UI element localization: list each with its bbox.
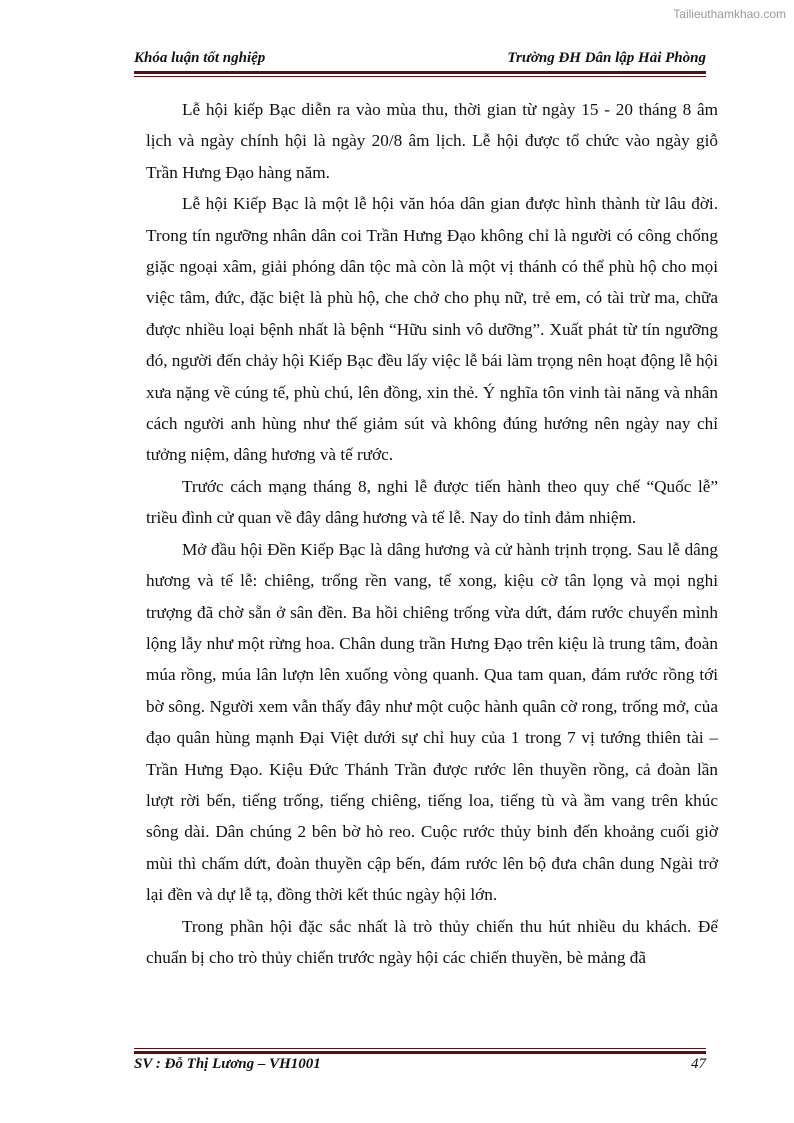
footer-rule-thin — [134, 1048, 706, 1049]
footer-student: SV : Đỗ Thị Lương – VH1001 — [134, 1056, 321, 1072]
page-number: 47 — [691, 1056, 706, 1072]
header-rule-thick — [134, 71, 706, 74]
header-university: Trường ĐH Dân lập Hải Phòng — [507, 50, 706, 66]
paragraph-4: Mở đầu hội Đền Kiếp Bạc là dâng hương và cử hành trịnh trọng. Sau lễ dâng hương và tế lễ: chiêng, trống rền vang, tế xong, kiệu cờ tân lọng và mọi nghi trượng đã chờ sẵn ở sân đền. Ba hồi chiêng trống vừa dứt, đám rước chuyển mình lộng lẫy như một rừng hoa. Chân dung trần Hưng Đạo trên kiệu là trung tâm, đoàn múa rồng, múa lân lượn lên xuống vòng quanh. Qua tam quan, đám rước rồng tới bờ sông. Người xem vẫn thấy đây như một cuộc hành quân cờ rong, trống mở, của đạo quân hùng mạnh Đại Việt dưới sự chỉ huy của 1 trong 7 vị tướng thiên tài – Trần Hưng Đạo. Kiệu Đức Thánh Trần được rước lên thuyền rồng, cả đoàn lần lượt rời bến, tiếng trống, tiếng chiêng, tiếng loa, tiếng tù và ầm vang trên khúc sông dài. Dân chúng 2 bên bờ hò reo. Cuộc rước thủy binh đến khoảng cuối giờ mùi thì chấm dứt, đoàn thuyền cập bến, đám rước lên bộ đưa chân dung Ngài trở lại đền và dự lễ tạ, đồng thời kết thúc ngày hội lớn. — [146, 539, 718, 905]
page-footer — [134, 1056, 706, 1076]
paragraph-2: Lễ hội Kiếp Bạc là một lễ hội văn hóa dân gian được hình thành từ lâu đời. Trong tín ngưỡng nhân dân coi Trần Hưng Đạo không chỉ là người có công chống giặc ngoại xâm, giải phóng dân tộc mà còn là một vị thánh có thể phù hộ cho mọi việc tâm, đức, đặc biệt là phù hộ, che chở cho phụ nữ, trẻ em, có tài trừ ma, chữa được nhiều loại bệnh nhất là bệnh “Hữu sinh vô dưỡng”. Xuất phát từ tín ngưỡng đó, người đến chảy hội Kiếp Bạc đều lấy việc lễ bái làm trọng nên hoạt động lễ hội xưa nặng về cúng tế, phù chú, lên đồng, xin thẻ. Ý nghĩa tôn vinh tài năng và nhân cách người anh hùng như thế giảm sút và không đúng hướng nên ngày nay chỉ tưởng niệm, dâng hương và tế rước. — [146, 194, 718, 465]
paragraph-5: Trong phần hội đặc sắc nhất là trò thủy chiến thu hút nhiều du khách. Để chuẩn bị cho trò thủy chiến trước ngày hội các chiến thuyền, bè mảng đã — [146, 916, 718, 967]
header-thesis-title: Khóa luận tốt nghiệp — [134, 50, 266, 66]
watermark: Tailieuthamkhao.com — [673, 7, 786, 21]
page-header — [134, 50, 706, 70]
footer-rule-thick — [134, 1051, 706, 1054]
body-text — [146, 94, 718, 973]
paragraph-3: Trước cách mạng tháng 8, nghi lễ được tiến hành theo quy chế “Quốc lễ” triều đình cử quan về đây dâng hương và tế lễ. Nay do tỉnh đảm nhiệm. — [146, 476, 718, 528]
paragraph-1: Lễ hội kiếp Bạc diễn ra vào mùa thu, thời gian từ ngày 15 - 20 tháng 8 âm lịch và ngày chính hội là ngày 20/8 âm lịch. Lễ hội được tổ chức vào ngày giỗ Trần Hưng Đạo hàng năm. — [146, 100, 718, 182]
header-rule-thin — [134, 76, 706, 77]
